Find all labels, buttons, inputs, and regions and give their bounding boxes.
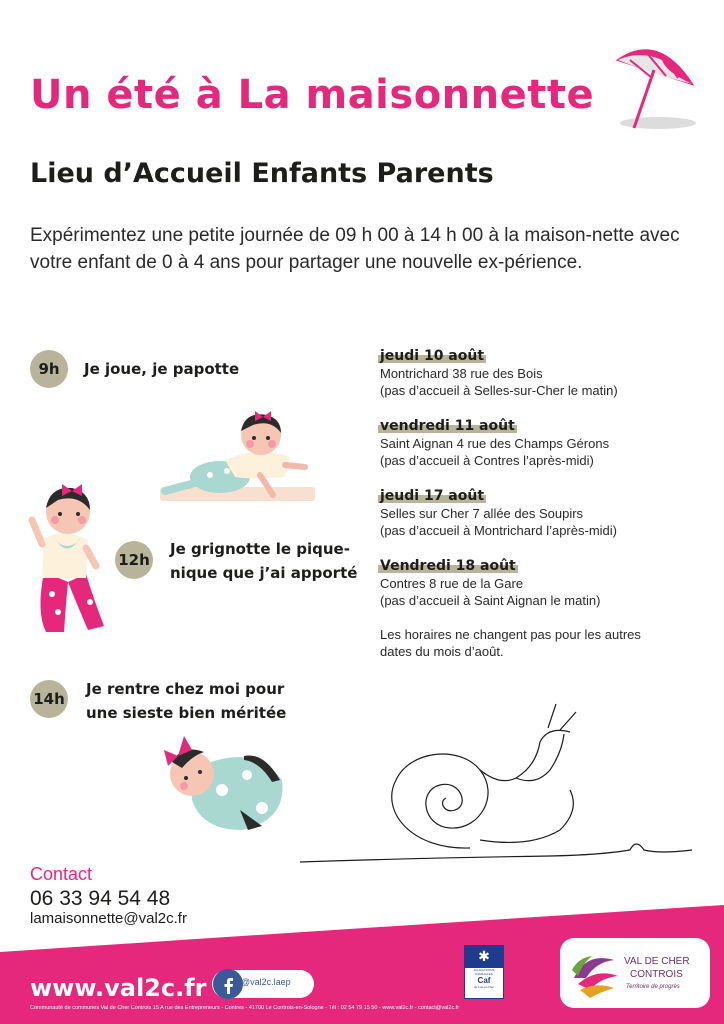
day-heading-3: jeudi 17 août <box>380 488 485 504</box>
step-9h-text: Je joue, je papotte <box>84 360 240 378</box>
page-subtitle: Lieu d’Accueil Enfants Parents <box>30 158 494 189</box>
contact-label: Contact <box>30 864 93 884</box>
caf-name: Caf <box>477 976 491 985</box>
facebook-icon <box>212 968 244 1000</box>
page-title: Un été à La maisonnette <box>30 72 595 118</box>
time-badge-14h: 14h <box>30 680 68 718</box>
partner-logo-swirl-icon <box>566 948 622 1000</box>
caf-text-line2: FAMILIALES <box>475 972 493 976</box>
step-12h-text-line1: Je grignotte le pique- <box>170 540 350 558</box>
step-14h-text-line2: une sieste bien méritée <box>86 704 287 722</box>
caf-logo <box>464 945 504 999</box>
day-note-4: (pas d’accueil à Saint Aignan le matin) <box>380 593 601 608</box>
legal-footer-text: Communauté de communes Val de Cher Controis 15 A rue des Entrepreneurs - Contres - 41700 Le Controis-en-Sologne - Tél : 02 54 79 15 50 - www.val2c.fr - contact@val2c.fr <box>30 1005 460 1011</box>
caf-snowflake-icon: ✱ <box>465 946 503 968</box>
day-note-1: (pas d’accueil à Selles-sur-Cher le matin) <box>380 383 618 398</box>
day-address-3: Selles sur Cher 7 allée des Soupirs <box>380 506 584 521</box>
day-note-3: (pas d’accueil à Montrichard l’après-midi) <box>380 523 617 538</box>
partner-logo-card <box>560 938 710 1008</box>
website-link[interactable]: www.val2c.fr <box>30 974 207 1002</box>
partner-tagline: Territoire de progrès <box>626 984 680 990</box>
schedule-note-line2: dates du mois d’août. <box>380 644 504 659</box>
day-heading-1: jeudi 10 août <box>380 348 485 364</box>
day-address-4: Contres 8 rue de la Gare <box>380 576 524 591</box>
caf-sub: de Loir-et-Cher <box>473 985 495 989</box>
contact-phone[interactable]: 06 33 94 54 48 <box>30 887 171 910</box>
day-address-2: Saint Aignan 4 rue des Champs Gérons <box>380 436 610 451</box>
time-badge-9h: 9h <box>30 350 68 388</box>
partner-name-line2: CONTROIS <box>630 969 683 980</box>
step-14h-text-line1: Je rentre chez moi pour <box>86 680 285 698</box>
day-address-1: Montrichard 38 rue des Bois <box>380 366 543 381</box>
time-badge-12h: 12h <box>115 541 153 579</box>
facebook-handle[interactable]: @val2c.laep <box>241 977 291 987</box>
partner-name-line1: VAL DE CHER <box>624 956 690 967</box>
step-12h-text-line2: nique que j’ai apporté <box>170 564 358 582</box>
contact-email[interactable]: lamaisonnette@val2c.fr <box>30 910 187 927</box>
schedule-note-line1: Les horaires ne changent pas pour les autres <box>380 627 641 642</box>
day-heading-2: vendredi 11 août <box>380 418 515 434</box>
day-heading-4: Vendredi 18 août <box>380 558 516 574</box>
intro-paragraph: Expérimentez une petite journée de 09 h 00 à 14 h 00 à la maison-nette avec votre enfant de 0 à 4 ans pour partager une nouvelle ex-périence. <box>30 225 680 273</box>
day-note-2: (pas d’accueil à Contres l’après-midi) <box>380 453 594 468</box>
caf-text-line1: ALLOCATIONS <box>473 968 495 972</box>
